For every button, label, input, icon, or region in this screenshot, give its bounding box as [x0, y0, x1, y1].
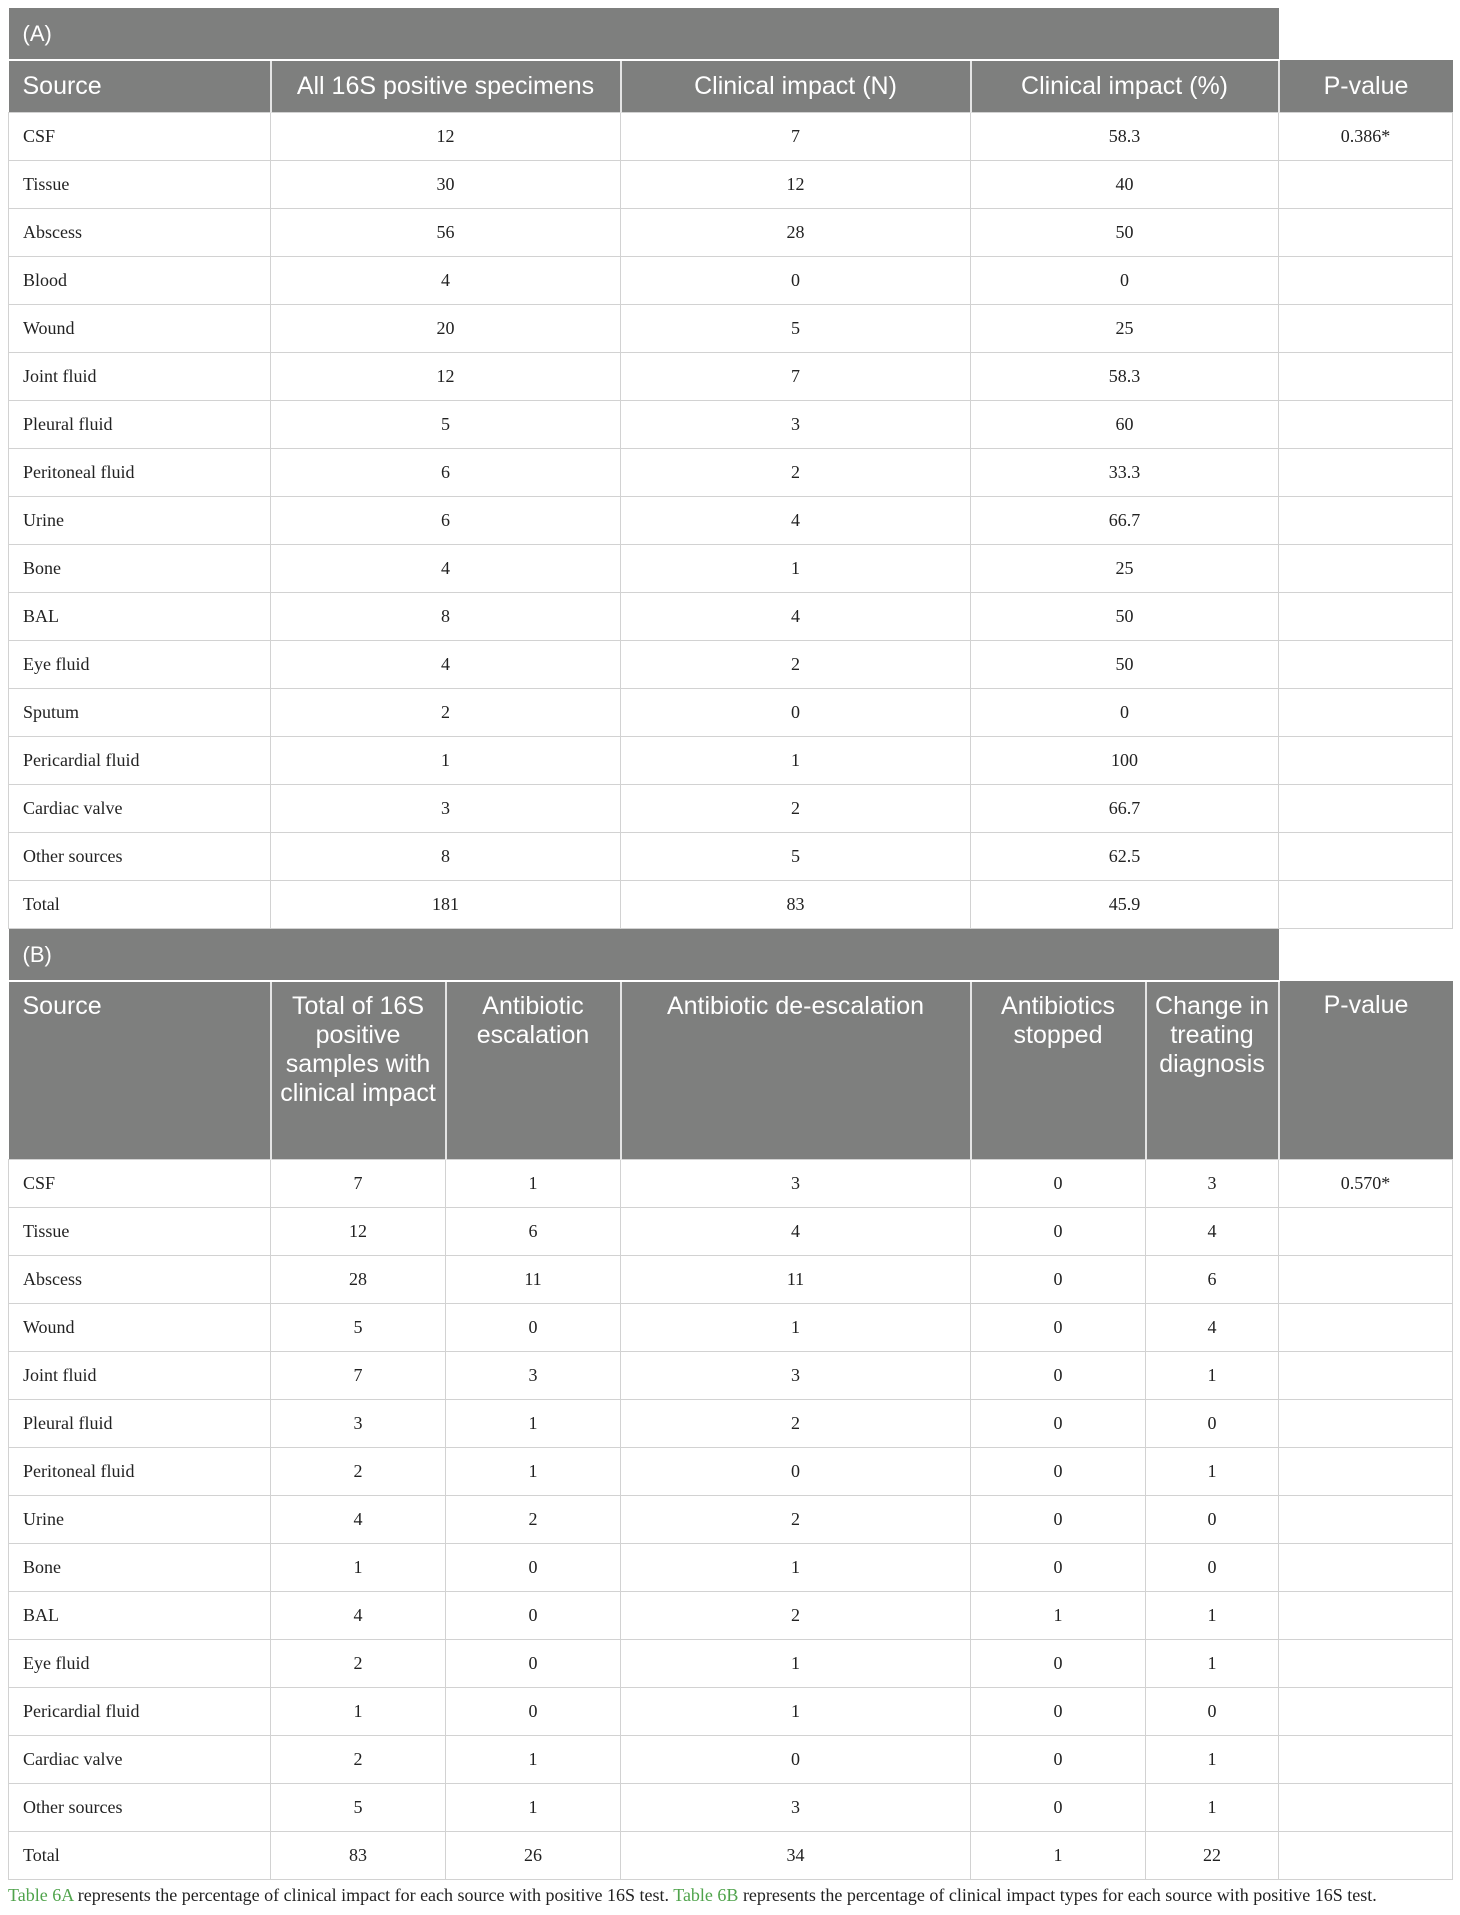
table-cell: 2: [446, 1496, 621, 1544]
table-cell: [1279, 737, 1453, 785]
table-cell: 0: [446, 1304, 621, 1352]
table-cell: 2: [621, 1496, 971, 1544]
row-source: Pericardial fluid: [9, 1688, 271, 1736]
table-cell: 0: [621, 689, 971, 737]
table-cell: 4: [1146, 1304, 1279, 1352]
table-cell: 1: [1146, 1592, 1279, 1640]
table-b-label: (B): [9, 929, 1279, 982]
table-cell: 2: [271, 1736, 446, 1784]
table-cell: 66.7: [971, 497, 1279, 545]
row-source: Tissue: [9, 1208, 271, 1256]
table-cell: 83: [621, 881, 971, 929]
table-a-label: (A): [9, 8, 1279, 60]
table-cell: 0: [971, 1400, 1146, 1448]
table-cell: 7: [621, 353, 971, 401]
table-row: [9, 689, 1453, 737]
table-cell: 4: [621, 1208, 971, 1256]
table-cell: 0: [1146, 1544, 1279, 1592]
table-cell: 0.386*: [1279, 113, 1453, 161]
row-source: Urine: [9, 497, 271, 545]
table-cell: 0: [621, 1448, 971, 1496]
table-cell: [1279, 833, 1453, 881]
table-cell: 1: [1146, 1784, 1279, 1832]
table-cell: 6: [271, 449, 621, 497]
table-cell: [1279, 1832, 1453, 1880]
table-row: [9, 449, 1453, 497]
table-cell: [1279, 1736, 1453, 1784]
table-cell: [1279, 497, 1453, 545]
table-cell: 1: [1146, 1736, 1279, 1784]
table-cell: 30: [271, 161, 621, 209]
row-source: Eye fluid: [9, 1640, 271, 1688]
table-cell: 5: [271, 1304, 446, 1352]
row-source: Peritoneal fluid: [9, 1448, 271, 1496]
table-cell: 4: [1146, 1208, 1279, 1256]
table-cell: 4: [271, 1496, 446, 1544]
table-cell: 12: [621, 161, 971, 209]
row-source: Bone: [9, 1544, 271, 1592]
row-source: Urine: [9, 1496, 271, 1544]
table-cell: [1279, 1496, 1453, 1544]
table-cell: 33.3: [971, 449, 1279, 497]
table-cell: [1279, 1256, 1453, 1304]
table-cell: 25: [971, 305, 1279, 353]
table-row: [9, 353, 1453, 401]
table-cell: 26: [446, 1832, 621, 1880]
table-cell: 0: [971, 257, 1279, 305]
table-row: [9, 497, 1453, 545]
table-row: [9, 1496, 1453, 1544]
table-a-header-all-specimens: All 16S positive specimens: [271, 60, 621, 113]
table-cell: 1: [1146, 1448, 1279, 1496]
table-cell: 50: [971, 593, 1279, 641]
results-table-document: [8, 8, 1453, 1880]
table-a-header-impact-pct: Clinical impact (%): [971, 60, 1279, 113]
table-row: [9, 1784, 1453, 1832]
table-cell: 11: [446, 1256, 621, 1304]
table-a-header-source: Source: [9, 60, 271, 113]
table-cell: 0: [446, 1688, 621, 1736]
table-cell: 2: [271, 689, 621, 737]
table-cell: 3: [271, 1400, 446, 1448]
table-a-section: [9, 8, 1453, 929]
table-cell: 0: [446, 1592, 621, 1640]
row-source: Other sources: [9, 833, 271, 881]
table-cell: 7: [271, 1160, 446, 1208]
table-b-header-escalation: Antibiotic escalation: [446, 981, 621, 1160]
table-row: [9, 1256, 1453, 1304]
table-cell: 5: [621, 833, 971, 881]
table-row: [9, 161, 1453, 209]
table-cell: [1279, 449, 1453, 497]
table-row: [9, 1640, 1453, 1688]
table-cell: [1279, 881, 1453, 929]
table-cell: 56: [271, 209, 621, 257]
table-row: [9, 593, 1453, 641]
table-cell: 1: [1146, 1352, 1279, 1400]
table-cell: [1279, 1208, 1453, 1256]
caption-text-a: represents the percentage of clinical impact for each source with positive 16S test.: [73, 1885, 674, 1905]
table-cell: 2: [621, 641, 971, 689]
table-cell: 1: [621, 1688, 971, 1736]
caption-ref-table-6a[interactable]: Table 6A: [8, 1885, 74, 1905]
table-row: [9, 881, 1453, 929]
table-b-section: [9, 929, 1453, 1880]
table-cell: [1279, 257, 1453, 305]
table-cell: [1279, 641, 1453, 689]
table-cell: 1: [621, 737, 971, 785]
table-b-header-diagnosis-change: Change in treating diagnosis: [1146, 981, 1279, 1160]
table-cell: 6: [271, 497, 621, 545]
table-cell: [1279, 545, 1453, 593]
table-cell: 62.5: [971, 833, 1279, 881]
table-cell: 2: [621, 449, 971, 497]
table-cell: 1: [446, 1448, 621, 1496]
table-cell: 0: [971, 1208, 1146, 1256]
row-source: Total: [9, 1832, 271, 1880]
table-cell: 1: [971, 1592, 1146, 1640]
table-cell: 12: [271, 1208, 446, 1256]
table-cell: 100: [971, 737, 1279, 785]
table-cell: 12: [271, 353, 621, 401]
table-cell: 1: [621, 1640, 971, 1688]
table-row: [9, 1736, 1453, 1784]
table-cell: 0: [971, 1160, 1146, 1208]
table-cell: [1279, 1448, 1453, 1496]
table-cell: 6: [1146, 1256, 1279, 1304]
caption-ref-table-6b[interactable]: Table 6B: [673, 1885, 739, 1905]
table-cell: [1279, 161, 1453, 209]
table-cell: [1279, 1400, 1453, 1448]
table-row: [9, 1448, 1453, 1496]
table-cell: 0: [446, 1544, 621, 1592]
table-cell: 1: [621, 1544, 971, 1592]
table-caption: [8, 1885, 1453, 1906]
row-source: CSF: [9, 113, 271, 161]
table-cell: 0: [971, 1448, 1146, 1496]
table-row: [9, 1688, 1453, 1736]
table-cell: 34: [621, 1832, 971, 1880]
table-cell: 0: [971, 1256, 1146, 1304]
table-cell: 5: [621, 305, 971, 353]
table-cell: [1279, 209, 1453, 257]
table-row: [9, 113, 1453, 161]
table-cell: 4: [271, 1592, 446, 1640]
table-cell: 1: [271, 1688, 446, 1736]
table-cell: 66.7: [971, 785, 1279, 833]
row-source: Pleural fluid: [9, 401, 271, 449]
table-cell: 0.570*: [1279, 1160, 1453, 1208]
table-cell: 1: [446, 1736, 621, 1784]
row-source: Joint fluid: [9, 1352, 271, 1400]
table-a-header-row: [9, 60, 1453, 113]
table-cell: 0: [621, 257, 971, 305]
row-source: Blood: [9, 257, 271, 305]
table-cell: 4: [271, 641, 621, 689]
row-source: Pleural fluid: [9, 1400, 271, 1448]
table-cell: 0: [971, 1496, 1146, 1544]
table-cell: 3: [621, 1352, 971, 1400]
row-source: Wound: [9, 305, 271, 353]
table-cell: 3: [621, 1784, 971, 1832]
table-cell: 1: [271, 737, 621, 785]
table-cell: [1279, 305, 1453, 353]
clinical-impact-table: [8, 8, 1453, 1880]
table-row: [9, 737, 1453, 785]
row-source: Eye fluid: [9, 641, 271, 689]
table-cell: 0: [971, 1640, 1146, 1688]
table-cell: 0: [621, 1736, 971, 1784]
table-cell: [1279, 1640, 1453, 1688]
table-cell: 0: [1146, 1400, 1279, 1448]
table-cell: 12: [271, 113, 621, 161]
row-source: BAL: [9, 1592, 271, 1640]
table-cell: 2: [621, 1592, 971, 1640]
table-b-header-p-value: P-value: [1279, 981, 1453, 1160]
table-cell: 50: [971, 641, 1279, 689]
table-row: [9, 257, 1453, 305]
table-cell: [1279, 593, 1453, 641]
table-cell: 4: [271, 545, 621, 593]
table-cell: 2: [271, 1448, 446, 1496]
table-cell: 0: [1146, 1688, 1279, 1736]
table-cell: 45.9: [971, 881, 1279, 929]
row-source: Cardiac valve: [9, 1736, 271, 1784]
table-row: [9, 1544, 1453, 1592]
table-row: [9, 1208, 1453, 1256]
table-cell: 1: [621, 1304, 971, 1352]
row-source: Abscess: [9, 1256, 271, 1304]
table-b-header-total: Total of 16S positive samples with clinical impact: [271, 981, 446, 1160]
row-source: Joint fluid: [9, 353, 271, 401]
table-cell: 50: [971, 209, 1279, 257]
row-source: Peritoneal fluid: [9, 449, 271, 497]
table-row: [9, 1160, 1453, 1208]
table-cell: 2: [621, 1400, 971, 1448]
row-source: CSF: [9, 1160, 271, 1208]
row-source: Abscess: [9, 209, 271, 257]
table-cell: 58.3: [971, 113, 1279, 161]
row-source: Cardiac valve: [9, 785, 271, 833]
row-source: Other sources: [9, 1784, 271, 1832]
table-row: [9, 305, 1453, 353]
table-b-header-source: Source: [9, 981, 271, 1160]
table-cell: 83: [271, 1832, 446, 1880]
table-cell: 11: [621, 1256, 971, 1304]
table-cell: 3: [621, 1160, 971, 1208]
table-cell: 4: [621, 593, 971, 641]
table-cell: 3: [1146, 1160, 1279, 1208]
row-source: Pericardial fluid: [9, 737, 271, 785]
table-cell: 1: [621, 545, 971, 593]
table-cell: 0: [1146, 1496, 1279, 1544]
table-cell: 4: [271, 257, 621, 305]
table-cell: 22: [1146, 1832, 1279, 1880]
table-cell: 5: [271, 1784, 446, 1832]
table-cell: 28: [271, 1256, 446, 1304]
table-cell: 0: [971, 1304, 1146, 1352]
row-source: Sputum: [9, 689, 271, 737]
table-cell: 1: [446, 1784, 621, 1832]
table-row: [9, 1304, 1453, 1352]
table-row: [9, 209, 1453, 257]
table-cell: 4: [621, 497, 971, 545]
table-cell: 5: [271, 401, 621, 449]
table-cell: [1279, 1304, 1453, 1352]
table-cell: [1279, 1688, 1453, 1736]
table-cell: 28: [621, 209, 971, 257]
row-source: Total: [9, 881, 271, 929]
table-cell: 1: [446, 1400, 621, 1448]
table-cell: 3: [446, 1352, 621, 1400]
row-source: Tissue: [9, 161, 271, 209]
table-cell: 8: [271, 833, 621, 881]
table-cell: 7: [271, 1352, 446, 1400]
table-cell: 181: [271, 881, 621, 929]
table-cell: 0: [971, 689, 1279, 737]
table-b-header-stopped: Antibiotics stopped: [971, 981, 1146, 1160]
table-cell: 0: [971, 1688, 1146, 1736]
table-cell: [1279, 785, 1453, 833]
table-cell: 0: [971, 1544, 1146, 1592]
table-cell: 25: [971, 545, 1279, 593]
table-row: [9, 641, 1453, 689]
table-cell: 2: [271, 1640, 446, 1688]
table-row: [9, 1400, 1453, 1448]
table-cell: [1279, 401, 1453, 449]
table-cell: 3: [271, 785, 621, 833]
table-cell: 1: [271, 1544, 446, 1592]
row-source: Bone: [9, 545, 271, 593]
table-cell: 1: [971, 1832, 1146, 1880]
table-cell: [1279, 1592, 1453, 1640]
table-b-header-de-escalation: Antibiotic de-escalation: [621, 981, 971, 1160]
table-cell: 0: [971, 1352, 1146, 1400]
table-cell: 3: [621, 401, 971, 449]
table-row: [9, 1832, 1453, 1880]
table-cell: 0: [971, 1736, 1146, 1784]
table-cell: 0: [446, 1640, 621, 1688]
table-cell: 40: [971, 161, 1279, 209]
table-cell: 58.3: [971, 353, 1279, 401]
row-source: Wound: [9, 1304, 271, 1352]
table-cell: 6: [446, 1208, 621, 1256]
table-row: [9, 1352, 1453, 1400]
table-row: [9, 401, 1453, 449]
table-row: [9, 833, 1453, 881]
row-source: BAL: [9, 593, 271, 641]
table-cell: [1279, 689, 1453, 737]
table-b-header-row: [9, 981, 1453, 1160]
table-cell: [1279, 1352, 1453, 1400]
table-cell: 1: [1146, 1640, 1279, 1688]
table-row: [9, 545, 1453, 593]
table-cell: [1279, 353, 1453, 401]
table-cell: 20: [271, 305, 621, 353]
table-cell: 1: [446, 1160, 621, 1208]
table-a-header-impact-n: Clinical impact (N): [621, 60, 971, 113]
table-a-header-p-value: P-value: [1279, 60, 1453, 113]
table-cell: 2: [621, 785, 971, 833]
table-row: [9, 1592, 1453, 1640]
table-cell: [1279, 1544, 1453, 1592]
table-cell: 0: [971, 1784, 1146, 1832]
table-row: [9, 785, 1453, 833]
table-cell: [1279, 1784, 1453, 1832]
caption-text-b: represents the percentage of clinical impact types for each source with positive 16S test.: [738, 1885, 1377, 1905]
table-cell: 60: [971, 401, 1279, 449]
table-cell: 8: [271, 593, 621, 641]
table-cell: 7: [621, 113, 971, 161]
